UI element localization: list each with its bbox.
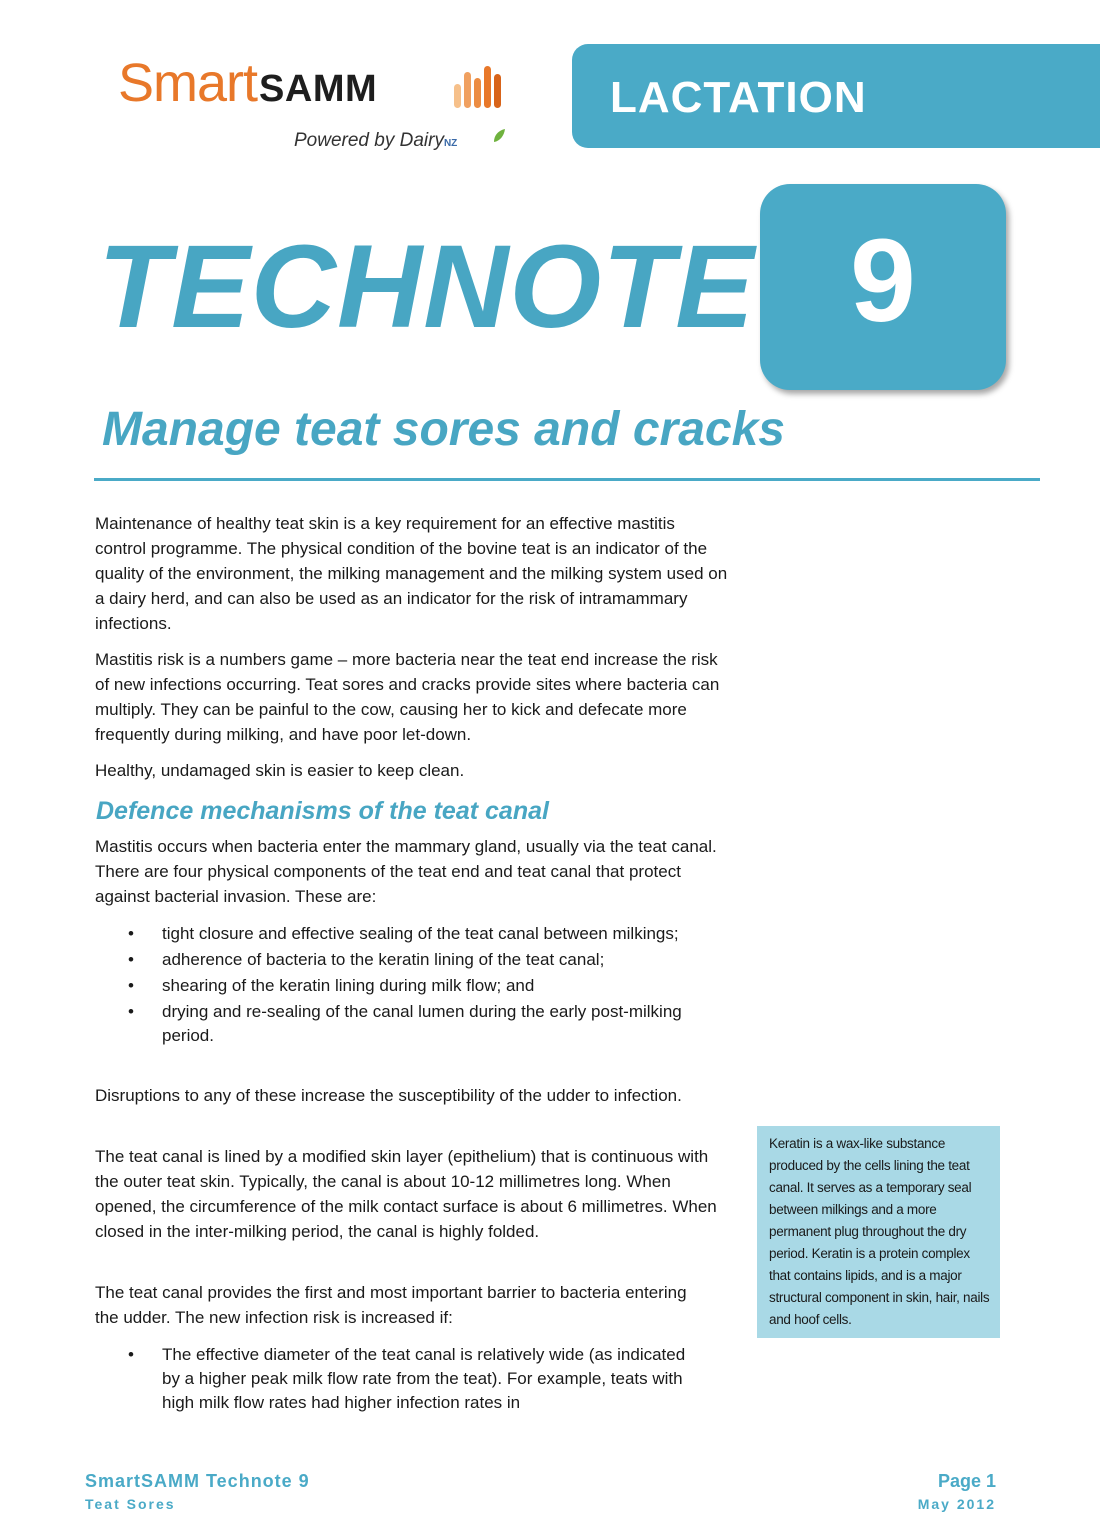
list-item-text: tight closure and effective sealing of the teat canal between milkings;	[162, 924, 679, 943]
footer-doc-title: SmartSAMM Technote 9	[85, 1471, 310, 1491]
keratin-sidebar	[757, 1126, 1000, 1338]
list-item-text: shearing of the keratin lining during milk flow; and	[162, 976, 535, 995]
technote-number-badge	[760, 184, 1006, 390]
logo-tagline-suffix: NZ	[443, 138, 458, 149]
logo-tagline-text: Powered by Dairy	[294, 130, 444, 151]
bullet-icon: •	[128, 924, 134, 943]
bullet-icon: •	[128, 1345, 134, 1364]
logo-tagline	[294, 130, 457, 152]
risk-factors-list	[120, 1343, 700, 1417]
components-list	[120, 922, 700, 1050]
list-item	[120, 974, 700, 998]
page-subtitle: Manage teat sores and cracks	[102, 403, 785, 456]
risk-paragraph: Mastitis risk is a numbers game – more bacteria near the teat end increase the risk of new infections occurring. Teat sores and cracks provide sites where bacteria can multiply. They can be painful to the cow, causing her to kick and defecate more frequently during milking, and have poor let-down.	[95, 650, 720, 744]
list-item	[120, 1000, 700, 1048]
bullet-icon: •	[128, 1002, 134, 1021]
list-item	[120, 948, 700, 972]
footer-page-number: Page 1	[937, 1471, 996, 1491]
bullet-icon: •	[128, 976, 134, 995]
footer-date: May 2012	[917, 1496, 996, 1512]
logo-smart-text: Smart	[118, 53, 258, 113]
bar-chart-icon	[452, 62, 512, 114]
sidebar-text: Keratin is a wax-like substance produced by the cells lining the teat canal. It serves as a temporary seal between milkings and a more permanent plug throughout the dry period. Keratin is a protein complex that contains lipids, and is a major structural component in skin, hair, nails and hoof cells.	[769, 1136, 990, 1327]
canal-description-paragraph: The teat canal is lined by a modified skin layer (epithelium) that is continuous with the outer teat skin. Typically, the canal is about 10-12 millimetres long. When opened, the circumference of the milk contact surface is about 6 millimetres. When closed in the inter-milking period, the canal is highly folded.	[95, 1147, 717, 1241]
list-item-text: adherence of bacteria to the keratin lining of the teat canal;	[162, 950, 605, 969]
logo-samm-text: SAMM	[259, 68, 378, 110]
page-title: TECHNOTE	[98, 221, 755, 353]
list-item-text: drying and re-sealing of the canal lumen during the early post-milking period.	[162, 1002, 682, 1045]
section-intro-paragraph: Mastitis occurs when bacteria enter the mammary gland, usually via the teat canal. There are four physical components of the teat end and teat canal that protect against bacterial invasion. These are:	[95, 837, 717, 906]
list-item-text: The effective diameter of the teat canal is relatively wide (as indicated by a higher peak milk flow rate from the teat). For example, teats with high milk flow rates had higher infection rates in	[162, 1345, 686, 1412]
footer-doc-topic: Teat Sores	[85, 1496, 176, 1512]
category-label: LACTATION	[610, 73, 867, 122]
disruptions-paragraph: Disruptions to any of these increase the susceptibility of the udder to infection.	[95, 1086, 682, 1105]
bullet-icon: •	[128, 950, 134, 969]
section-heading: Defence mechanisms of the teat canal	[96, 797, 549, 825]
leaf-icon	[492, 128, 506, 144]
header-divider	[94, 478, 1040, 481]
smartsamm-logo	[118, 53, 518, 156]
logo-wordmark	[118, 53, 378, 113]
intro-paragraph: Maintenance of healthy teat skin is a key requirement for an effective mastitis control programme. The physical condition of the bovine teat is an indicator of the quality of the environment, the milking management and the milking system used on a dairy herd, and can also be used as an indicator for the risk of intramammary infections.	[95, 514, 728, 633]
list-item	[120, 1343, 700, 1415]
list-item	[120, 922, 700, 946]
healthy-skin-paragraph: Healthy, undamaged skin is easier to keep clean.	[95, 761, 465, 780]
technote-number: 9	[850, 215, 916, 347]
barrier-paragraph: The teat canal provides the first and most important barrier to bacteria entering the udder. The new infection risk is increased if:	[95, 1283, 687, 1327]
category-banner	[572, 44, 1100, 148]
